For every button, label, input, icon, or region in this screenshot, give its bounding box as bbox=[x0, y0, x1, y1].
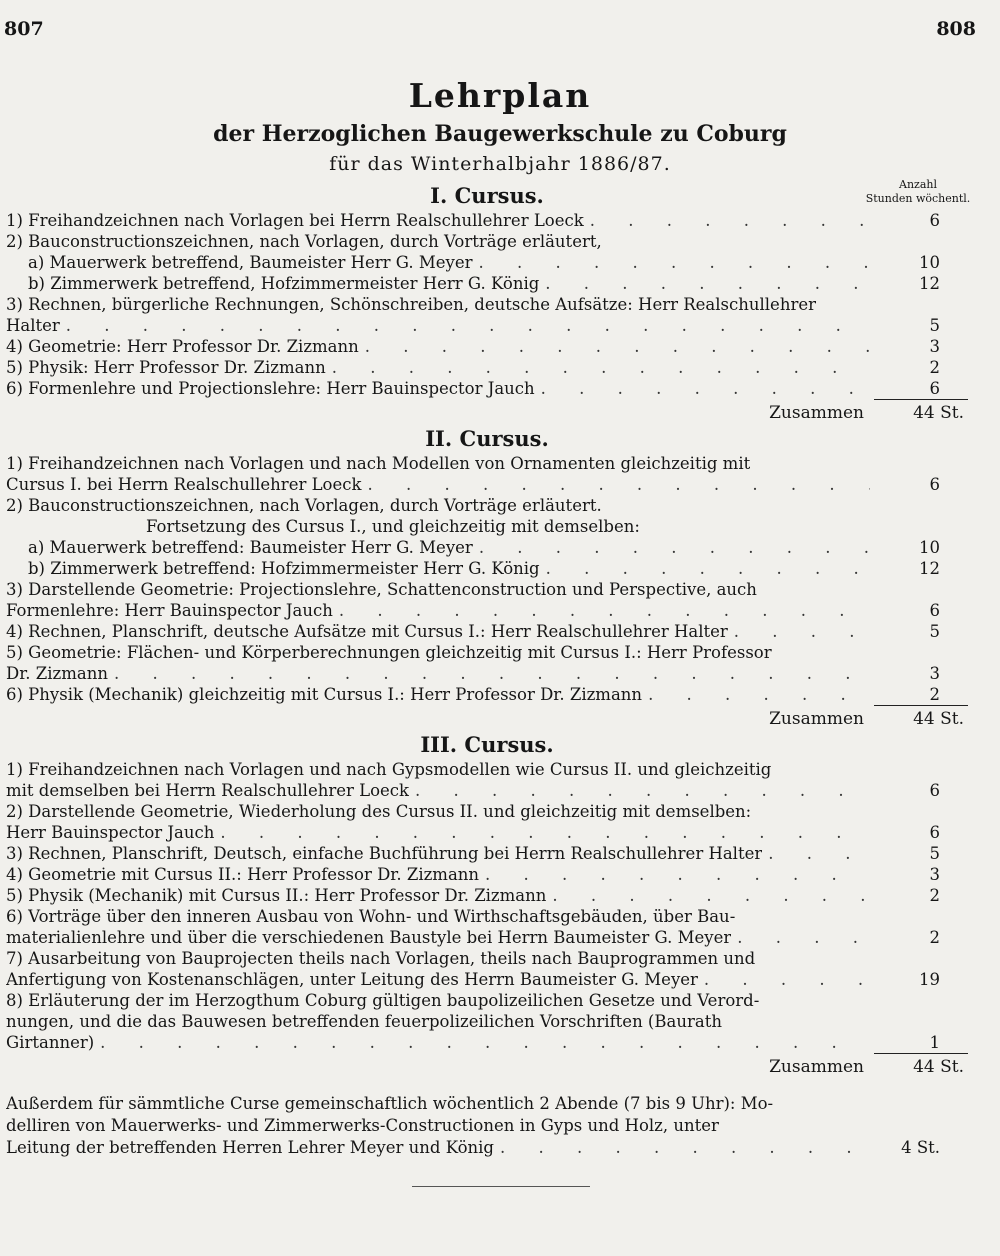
course-line bbox=[6, 843, 968, 864]
course-line bbox=[6, 801, 968, 822]
line-text: Formenlehre: Herr Bauinspector Jauch bbox=[6, 601, 333, 620]
hours-value: 12 bbox=[919, 559, 940, 578]
hours-value: 2 bbox=[929, 685, 940, 704]
leader-dots bbox=[546, 885, 870, 906]
course-line bbox=[6, 495, 968, 516]
leader-dots bbox=[642, 684, 870, 705]
line-text: 4) Geometrie mit Cursus II.: Herr Professor Dr. Zizmann bbox=[6, 865, 480, 884]
leader-dots bbox=[762, 843, 870, 864]
hours-value: 19 bbox=[919, 970, 940, 989]
hours-header-line2: Stunden wöchentl. bbox=[865, 192, 971, 205]
course-line bbox=[6, 684, 968, 705]
line-text: 1) Freihandzeichnen nach Vorlagen und nach Gypsmodellen wie Cursus II. und gleichzeitig bbox=[6, 760, 772, 779]
course-line bbox=[6, 927, 968, 948]
line-text: b) Zimmerwerk betreffend, Hofzimmermeister Herr G. König bbox=[28, 274, 540, 293]
course-line bbox=[6, 1115, 968, 1137]
line-text: a) Mauerwerk betreffend, Baumeister Herr G. Meyer bbox=[28, 253, 473, 272]
line-text: Fortsetzung des Cursus I., und gleichzeitig mit demselben: bbox=[146, 517, 640, 536]
line-text: 6) Physik (Mechanik) gleichzeitig mit Cursus I.: Herr Professor Dr. Zizmann bbox=[6, 685, 643, 704]
leader-dots bbox=[535, 378, 870, 399]
line-text: 5) Geometrie: Flächen- und Körperberechnungen gleichzeitig mit Cursus I.: Herr Professor bbox=[6, 643, 772, 662]
course-line bbox=[6, 378, 968, 399]
hours-value: 6 bbox=[929, 781, 940, 800]
line-text: 4) Rechnen, Planschrift, deutsche Aufsätze mit Cursus I.: Herr Realschullehrer Halter bbox=[6, 622, 728, 641]
course-line bbox=[6, 621, 968, 642]
line-text: Herr Bauinspector Jauch bbox=[6, 823, 215, 842]
line-text: a) Mauerwerk betreffend: Baumeister Herr G. Meyer bbox=[28, 538, 473, 557]
leader-dots bbox=[214, 822, 870, 843]
line-text: Außerdem für sämmtliche Curse gemeinschaftlich wöchentlich 2 Abende (7 bis 9 Uhr): Mo- bbox=[6, 1094, 774, 1113]
line-text: delliren von Mauerwerks- und Zimmerwerks-Constructionen in Gyps und Holz, unter bbox=[6, 1116, 719, 1135]
course-line bbox=[6, 579, 968, 600]
line-text: 4) Geometrie: Herr Professor Dr. Zizmann bbox=[6, 337, 359, 356]
final-note bbox=[6, 1093, 968, 1159]
leader-dots bbox=[584, 210, 870, 231]
course-title: III. Cursus. bbox=[420, 732, 554, 757]
course-line bbox=[6, 600, 968, 621]
line-text: 2) Darstellende Geometrie, Wiederholung des Cursus II. und gleichzeitig mit demselben: bbox=[6, 802, 752, 821]
course-line bbox=[6, 558, 968, 579]
total-value: 44 St. bbox=[874, 399, 968, 426]
line-text: Halter bbox=[6, 316, 60, 335]
line-text: Leitung der betreffenden Herren Lehrer Meyer und König bbox=[6, 1138, 494, 1157]
line-text: 1) Freihandzeichnen nach Vorlagen bei Herrn Realschullehrer Loeck bbox=[6, 211, 584, 230]
total-value: 44 St. bbox=[874, 1053, 968, 1080]
course-line bbox=[6, 780, 968, 801]
document-subtitle: der Herzoglichen Baugewerkschule zu Coburg bbox=[213, 121, 787, 147]
course-line bbox=[6, 252, 968, 273]
course-section bbox=[6, 182, 968, 425]
line-text: 1) Freihandzeichnen nach Vorlagen und nach Modellen von Ornamenten gleichzeitig mit bbox=[6, 454, 751, 473]
hours-value: 6 bbox=[929, 601, 940, 620]
line-text: 5) Physik: Herr Professor Dr. Zizmann bbox=[6, 358, 326, 377]
line-text: 2) Bauconstructionszeichnen, nach Vorlagen, durch Vorträge erläutert. bbox=[6, 496, 602, 515]
course-line bbox=[6, 474, 968, 495]
hours-value: 2 bbox=[929, 886, 940, 905]
leader-dots bbox=[362, 474, 871, 495]
line-text: 6) Vorträge über den inneren Ausbau von Wohn- und Wirthschaftsgebäuden, über Bau- bbox=[6, 907, 736, 926]
hours-value: 5 bbox=[929, 316, 940, 335]
course-line bbox=[6, 642, 968, 663]
hours-value: 10 bbox=[919, 538, 940, 557]
course-line bbox=[6, 516, 968, 537]
hours-value: 3 bbox=[929, 337, 940, 356]
leader-dots bbox=[326, 357, 870, 378]
line-text: 3) Rechnen, bürgerliche Rechnungen, Schönschreiben, deutsche Aufsätze: Herr Realschullehrer bbox=[6, 295, 816, 314]
course-line bbox=[6, 1011, 968, 1032]
leader-dots bbox=[494, 1137, 870, 1159]
leader-dots bbox=[60, 315, 870, 336]
line-text: Cursus I. bei Herrn Realschullehrer Loeck bbox=[6, 475, 362, 494]
hours-value: 5 bbox=[929, 844, 940, 863]
course-section bbox=[6, 731, 968, 1079]
course-line bbox=[6, 948, 968, 969]
course-line bbox=[6, 537, 968, 558]
line-text: mit demselben bei Herrn Realschullehrer Loeck bbox=[6, 781, 410, 800]
hours-value: 6 bbox=[929, 475, 940, 494]
course-line bbox=[6, 453, 968, 474]
course-line bbox=[6, 906, 968, 927]
line-text: 3) Darstellende Geometrie: Projectionslehre, Schattenconstruction und Perspective, auch bbox=[6, 580, 757, 599]
hours-value: 6 bbox=[929, 823, 940, 842]
line-text: 7) Ausarbeitung von Bauprojecten theils nach Vorlagen, theils nach Bauprogrammen und bbox=[6, 949, 756, 968]
total-value: 44 St. bbox=[874, 705, 968, 732]
course-title: I. Cursus. bbox=[430, 183, 544, 208]
course-line bbox=[6, 210, 968, 231]
course-line bbox=[6, 885, 968, 906]
course-line bbox=[6, 1093, 968, 1115]
line-text: Girtanner) bbox=[6, 1033, 95, 1052]
line-text: nungen, und die das Bauwesen betreffenden feuerpolizeilichen Vorschriften (Baurath bbox=[6, 1012, 722, 1031]
hours-header-line1: Anzahl bbox=[899, 178, 937, 191]
course-line bbox=[6, 357, 968, 378]
hours-value: 2 bbox=[929, 358, 940, 377]
leader-dots bbox=[108, 663, 870, 684]
hours-value: 5 bbox=[929, 622, 940, 641]
course-line bbox=[6, 273, 968, 294]
course-line bbox=[6, 822, 968, 843]
leader-dots bbox=[359, 336, 870, 357]
leader-dots bbox=[473, 252, 871, 273]
course-line bbox=[6, 231, 968, 252]
line-text: 6) Formenlehre und Projectionslehre: Herr Bauinspector Jauch bbox=[6, 379, 535, 398]
course-line bbox=[6, 294, 968, 315]
hours-value: 6 bbox=[929, 211, 940, 230]
hours-value: 1 bbox=[929, 1033, 940, 1052]
line-text: Dr. Zizmann bbox=[6, 664, 108, 683]
hours-value: 10 bbox=[919, 253, 940, 272]
line-text: materialienlehre und über die verschiedenen Baustyle bei Herrn Baumeister G. Meyer bbox=[6, 928, 732, 947]
hours-value: 3 bbox=[929, 664, 940, 683]
leader-dots bbox=[539, 273, 870, 294]
line-text: Anfertigung von Kostenanschlägen, unter Leitung des Herrn Baumeister G. Meyer bbox=[6, 970, 698, 989]
course-title: II. Cursus. bbox=[425, 426, 549, 451]
line-text: 5) Physik (Mechanik) mit Cursus II.: Herr Professor Dr. Zizmann bbox=[6, 886, 547, 905]
course-line bbox=[6, 759, 968, 780]
hours-value: 12 bbox=[919, 274, 940, 293]
hours-value: 6 bbox=[929, 379, 940, 398]
leader-dots bbox=[94, 1032, 870, 1053]
course-total bbox=[6, 705, 968, 731]
document-header bbox=[0, 76, 1000, 175]
total-label: Zusammen bbox=[769, 1057, 864, 1077]
course-line bbox=[6, 663, 968, 684]
course-total bbox=[6, 1053, 968, 1079]
leader-dots bbox=[333, 600, 870, 621]
hours-value: 3 bbox=[929, 865, 940, 884]
document-title: Lehrplan bbox=[408, 76, 592, 115]
leader-dots bbox=[479, 864, 870, 885]
line-text: b) Zimmerwerk betreffend: Hofzimmermeister Herr G. König bbox=[28, 559, 540, 578]
hours-value: 4 St. bbox=[901, 1138, 940, 1157]
page-number-right: 808 bbox=[936, 18, 976, 40]
leader-dots bbox=[698, 969, 870, 990]
leader-dots bbox=[409, 780, 870, 801]
page-number-left: 807 bbox=[4, 18, 44, 40]
course-line bbox=[6, 315, 968, 336]
total-label: Zusammen bbox=[769, 403, 864, 423]
hours-value: 2 bbox=[929, 928, 940, 947]
course-line bbox=[6, 336, 968, 357]
leader-dots bbox=[731, 927, 870, 948]
course-line bbox=[6, 1032, 968, 1053]
line-text: 3) Rechnen, Planschrift, Deutsch, einfache Buchführung bei Herrn Realschullehrer Halter bbox=[6, 844, 763, 863]
leader-dots bbox=[728, 621, 870, 642]
course-line bbox=[6, 1137, 968, 1159]
line-text: 8) Erläuterung der im Herzogthum Coburg gültigen baupolizeilichen Gesetze und Verord- bbox=[6, 991, 760, 1010]
course-line bbox=[6, 990, 968, 1011]
curriculum-body bbox=[6, 182, 968, 1159]
closing-rule bbox=[412, 1186, 590, 1187]
line-text: 2) Bauconstructionszeichnen, nach Vorlagen, durch Vorträge erläutert, bbox=[6, 232, 602, 251]
course-section bbox=[6, 425, 968, 731]
course-total bbox=[6, 399, 968, 425]
course-line bbox=[6, 864, 968, 885]
total-label: Zusammen bbox=[769, 709, 864, 729]
leader-dots bbox=[540, 558, 870, 579]
document-term: für das Winterhalbjahr 1886/87. bbox=[329, 153, 671, 175]
course-line bbox=[6, 969, 968, 990]
leader-dots bbox=[473, 537, 870, 558]
